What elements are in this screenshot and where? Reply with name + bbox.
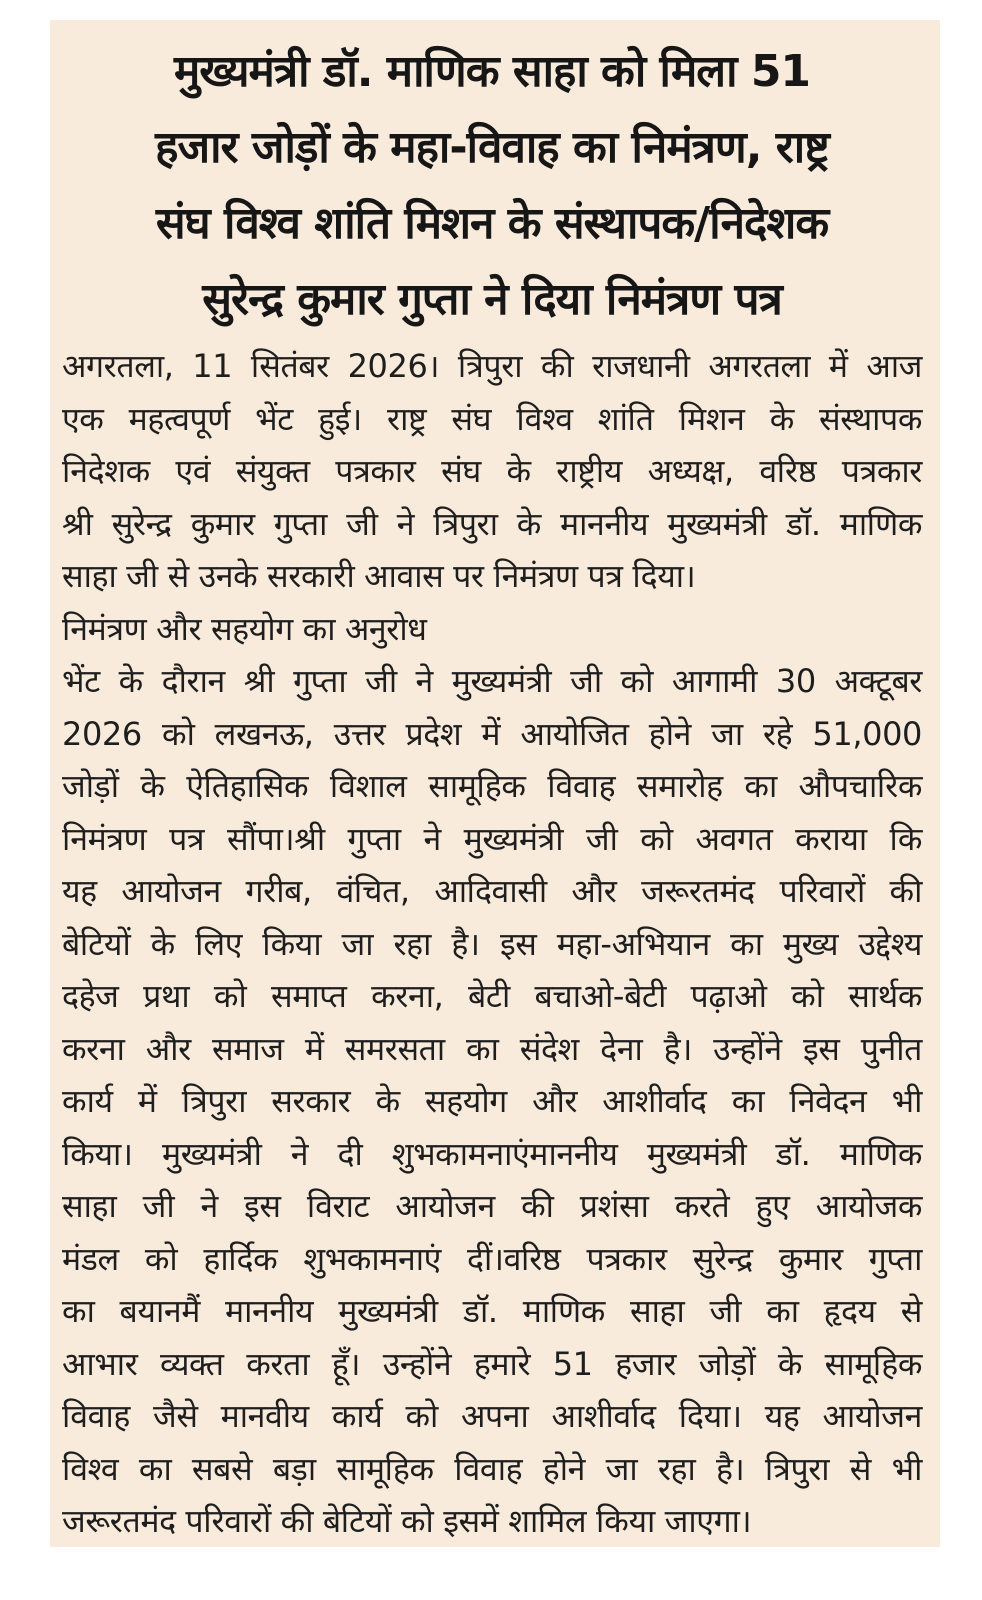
body-line: जोड़ों के ऐतिहासिक विशाल सामूहिक विवाह समारोह का औपचारिक	[62, 767, 922, 805]
body-line: साहा जी से उनके सरकारी आवास पर निमंत्रण पत्र दिया।	[62, 557, 696, 595]
newspaper-clipping	[50, 20, 940, 1547]
body-line: का बयानमैं माननीय मुख्यमंत्री डॉ. माणिक साहा जी का हृदय से	[62, 1292, 922, 1330]
article-body	[62, 340, 922, 1548]
body-line: बेटियों के लिए किया जा रहा है। इस महा-अभियान का मुख्य उद्देश्य	[62, 924, 922, 963]
body-line: अगरतला, 11 सितंबर 2026। त्रिपुरा की राजधानी अगरतला में आज	[62, 347, 922, 385]
body-line: निमंत्रण पत्र सौंपा।श्री गुप्ता ने मुख्यमंत्री जी को अवगत कराया कि	[62, 819, 922, 858]
body-line: किया। मुख्यमंत्री ने दी शुभकामनाएंमाननीय मुख्यमंत्री डॉ. माणिक	[62, 1134, 922, 1173]
body-line: श्री सुरेन्द्र कुमार गुप्ता जी ने त्रिपुरा के माननीय मुख्यमंत्री डॉ. माणिक	[62, 504, 922, 543]
body-line: भेंट के दौरान श्री गुप्ता जी ने मुख्यमंत्री जी को आगामी 30 अक्टूबर	[62, 662, 922, 700]
headline-line: मुख्यमंत्री डॉ. माणिक साहा को मिला 51	[173, 46, 811, 97]
body-line: मंडल को हार्दिक शुभकामनाएं दीं।वरिष्ठ पत्रकार सुरेन्द्र कुमार गुप्ता	[62, 1239, 922, 1278]
body-line: 2026 को लखनऊ, उत्तर प्रदेश में आयोजित होने जा रहे 51,000	[62, 714, 922, 753]
body-line: कार्य में त्रिपुरा सरकार के सहयोग और आशीर्वाद का निवेदन भी	[62, 1082, 922, 1120]
body-line: निदेशक एवं संयुक्त पत्रकार संघ के राष्ट्रीय अध्यक्ष, वरिष्ठ पत्रकार	[62, 452, 922, 490]
body-line: जरूरतमंद परिवारों की बेटियों को इसमें शामिल किया जाएगा।	[62, 1502, 752, 1540]
body-line: यह आयोजन गरीब, वंचित, आदिवासी और जरूरतमंद परिवारों की	[62, 872, 922, 910]
headline-line: संघ विश्व शांति मिशन के संस्थापक/निदेशक	[155, 198, 829, 249]
body-line: विश्व का सबसे बड़ा सामूहिक विवाह होने जा रहा है। त्रिपुरा से भी	[62, 1449, 922, 1488]
body-line: आभार व्यक्त करता हूँ। उन्होंने हमारे 51 हजार जोड़ों के सामूहिक	[62, 1344, 922, 1383]
body-line: करना और समाज में समरसता का संदेश देना है। उन्होंने इस पुनीत	[62, 1029, 922, 1068]
headline-line: हजार जोड़ों के महा-विवाह का निमंत्रण, राष्ट्र	[155, 122, 829, 173]
body-line: साहा जी ने इस विराट आयोजन की प्रशंसा करते हुए आयोजक	[62, 1187, 922, 1225]
body-line: दहेज प्रथा को समाप्त करना, बेटी बचाओ-बेटी पढ़ाओ को सार्थक	[62, 977, 922, 1015]
body-line: एक महत्वपूर्ण भेंट हुई। राष्ट्र संघ विश्व शांति मिशन के संस्थापक	[62, 399, 922, 438]
subheading: निमंत्रण और सहयोग का अनुरोध	[62, 609, 427, 648]
body-line: विवाह जैसे मानवीय कार्य को अपना आशीर्वाद दिया। यह आयोजन	[62, 1397, 922, 1435]
headline-line: सुरेन्द्र कुमार गुप्ता ने दिया निमंत्रण पत्र	[202, 274, 782, 325]
headline	[62, 34, 922, 338]
